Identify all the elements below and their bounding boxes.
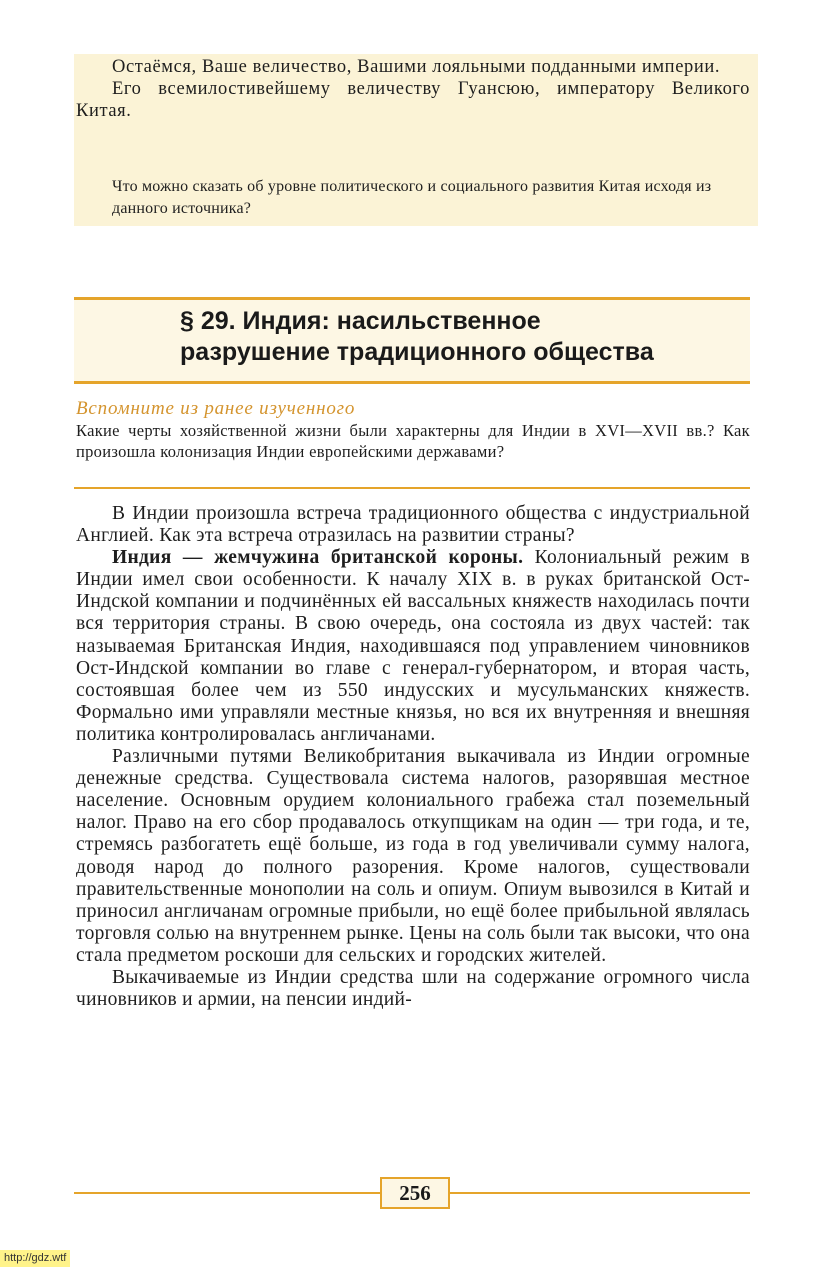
recall-bottom-rule: [74, 487, 750, 489]
section-title-line-2: разрушение традиционного общества: [180, 338, 654, 366]
paragraph-3: Выкачиваемые из Индии средства шли на содержание огромного числа чиновников и армии, на пенсии индий-: [76, 966, 750, 1011]
section-title-line-1: § 29. Индия: насильственное: [180, 307, 541, 335]
recall-question: Какие черты хозяйственной жизни были характерны для Индии в XVI—XVII вв.? Как произошла колонизация Индии европейскими державами?: [76, 421, 750, 461]
recall-label: Вспомните из ранее изученного: [76, 398, 356, 419]
heading-top-rule: [74, 297, 750, 300]
source-paragraph: Его всемилостивейшему величеству Гуансюю, императору Великого Китая.: [76, 79, 750, 121]
source-question: Что можно сказать об уровне политического и социального развития Китая исходя из данного источника?: [112, 178, 712, 217]
intro-paragraph: В Индии произошла встреча традиционного общества с индустриальной Англией. Как эта встреча отразилась на развитии страны?: [76, 503, 750, 547]
heading-bottom-rule: [74, 381, 750, 384]
paragraph-subheading: Индия — жемчужина британской короны.: [112, 547, 524, 569]
paragraph-1: [76, 547, 750, 746]
paragraph-1-text: Колониальный режим в Индии имел свои особенности. К началу XIX в. в руках британской Ост-Индской компании и подчинённых ей вассальных княжеств находилась почти вся территория страны. В свою очередь, она состояла из двух частей: так называемая Британская Индия, находившаяся под управлением чиновников Ост-Индской компании во главе с генерал-губернатором, и вторая часть, состоявшая более чем из 550 индусских и мусульманских княжеств. Формально ими управляли местные князья, но вся их внутренняя и внешняя политика контролировалась англичанами.: [76, 547, 750, 745]
page-number: 256: [380, 1177, 450, 1209]
source-excerpt: [76, 56, 750, 122]
watermark-link[interactable]: http://gdz.wtf: [0, 1250, 70, 1267]
section-title: [180, 306, 760, 368]
main-text: [76, 503, 750, 1011]
source-paragraph: Остаёмся, Ваше величество, Вашими лояльными подданными империи.: [112, 57, 721, 77]
paragraph-2: Различными путями Великобритания выкачивала из Индии огромные денежные средства. Существовала система налогов, разорявшая местное население. Основным орудием колониального грабежа стал поземельный налог. Право на его сбор продавалось откупщикам на один — три года, и те, стремясь разбогатеть ещё больше, из года в год увеличивали сумму налога, доводя народ до полного разорения. Кроме налогов, существовали правительственные монополии на соль и опиум. Опиум вывозился в Китай и приносил англичанам огромные прибыли, но ещё более прибыльной являлась торговля солью на внутреннем рынке. Цены на соль были так высоки, что она стала предметом роскоши для сельских и городских жителей.: [76, 746, 750, 966]
